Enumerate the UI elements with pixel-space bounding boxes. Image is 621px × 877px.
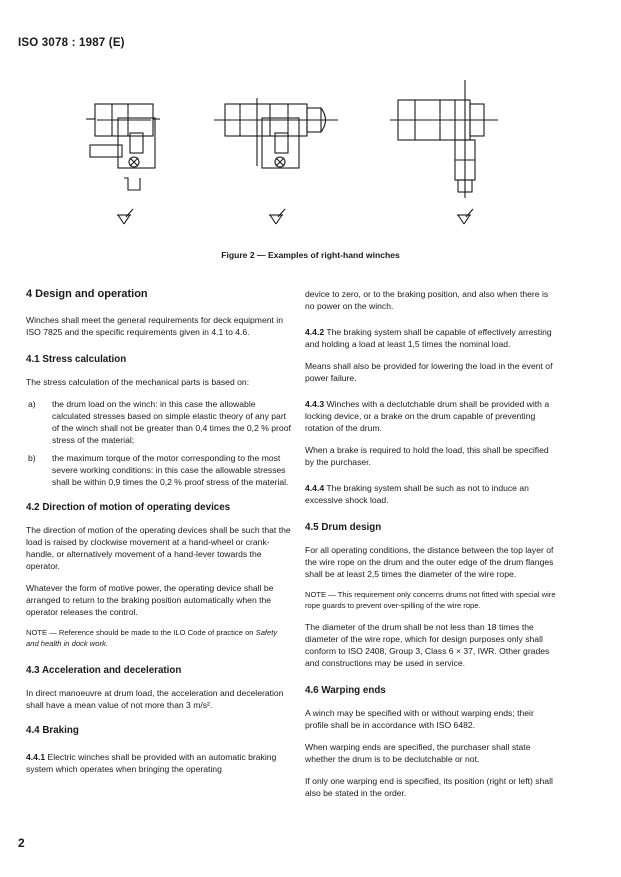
page-number: 2 [18, 836, 25, 850]
section-4-4-3-paragraph-2: When a brake is required to hold the load, this shall be specified by the purchaser. [305, 445, 549, 467]
list-item-b [26, 452, 291, 488]
section-4-3-title: 4.3 Acceleration and deceleration [26, 665, 182, 676]
section-4-4-2-paragraph [305, 326, 557, 350]
section-4-4-1-paragraph [26, 751, 291, 775]
section-4-2-paragraph-1: The direction of motion of the operating devices shall be such that the load is raised by clockwise movement at a hand-wheel or crank-handle, or alternatively movement of a hand-lever towards the operator. [26, 525, 291, 571]
section-4-paragraph: Winches shall meet the general requirements for deck equipment in ISO 7825 and the specific requirements given in 4.1 to 4.6. [26, 315, 283, 337]
continued-paragraph: device to zero, or to the braking position, and also when there is no power on the winch. [305, 289, 549, 311]
section-4-4-2-text: The braking system shall be capable of effectively arresting and holding a load at least 1,5 times the nominal load. [305, 327, 552, 349]
section-4-6-paragraph-2: When warping ends are specified, the purchaser shall state whether the drum is to be declutchable or not. [305, 742, 531, 764]
winch-figure [0, 0, 621, 250]
section-4-2-title: 4.2 Direction of motion of operating devices [26, 502, 231, 513]
section-4-5-note: NOTE — This requirement only concerns drums not fitted with special wire rope guards to prevent over-spilling of the wire rope. [305, 590, 556, 610]
right-column [305, 288, 557, 809]
section-4-5-paragraph-1: For all operating conditions, the distance between the top layer of the wire rope on the drum and the outer edge of the drum flanges shall be at least 2,5 times the diameter of the wire rope. [305, 545, 554, 579]
section-4-6-paragraph-3: If only one warping end is specified, its position (right or left) shall also be stated in the order. [305, 776, 553, 798]
section-4-6-title: 4.6 Warping ends [305, 685, 386, 696]
section-4-2-paragraph-2: Whatever the form of motive power, the operating device shall be arranged to return to the braking position automatically when the operator releases the control. [26, 583, 274, 617]
section-4-4-4-number: 4.4.4 [305, 483, 325, 493]
winch-drawing-2 [214, 98, 338, 224]
list-item-a-label: a) [28, 399, 36, 409]
section-4-4-title: 4.4 Braking [26, 725, 79, 736]
section-4-4-3-text: Winches with a declutchable drum shall be provided with a locking device, or a brake on the drum capable of preventing rotation of the drum. [305, 399, 550, 433]
list-item-b-text: the maximum torque of the motor corresponding to the most severe working conditions: in this case the allowable stresses shall be within 0,9 times the 0,2 % proof stress of the material. [52, 453, 289, 487]
section-4-1-paragraph: The stress calculation of the mechanical parts is based on: [26, 377, 250, 387]
winch-drawing-3 [390, 80, 498, 224]
note-italic-title: Safety and health in dock work. [26, 628, 278, 648]
section-4-1-title: 4.1 Stress calculation [26, 354, 127, 365]
section-4-2-note [26, 628, 291, 649]
section-4-5-title: 4.5 Drum design [305, 522, 382, 533]
section-4-4-1-text: Electric winches shall be provided with an automatic braking system which operates when bringing the operating [26, 752, 277, 774]
figure-caption: Figure 2 — Examples of right-hand winches [221, 250, 400, 260]
section-4-title: 4 Design and operation [26, 288, 148, 300]
section-4-6-paragraph-1: A winch may be specified with or without warping ends; their profile shall be in accordance with ISO 6482. [305, 708, 534, 730]
note-prefix: NOTE — Reference should be made to the ILO Code of practice on [26, 628, 254, 637]
section-4-4-1-number: 4.4.1 [26, 752, 46, 762]
winch-drawing-1 [86, 104, 160, 224]
document-header: ISO 3078 : 1987 (E) [18, 37, 125, 49]
section-4-4-2-paragraph-2: Means shall also be provided for lowering the load in the event of power failure. [305, 361, 553, 383]
section-4-4-2-number: 4.4.2 [305, 327, 325, 337]
list-item-b-label: b) [28, 453, 36, 463]
list-item-a [26, 398, 291, 446]
left-column [26, 288, 291, 785]
section-4-3-paragraph: In direct manoeuvre at drum load, the acceleration and deceleration shall have a mean value of not more than 3 m/s². [26, 688, 284, 710]
section-4-4-4-text: The braking system shall be such as not to induce an excessive shock load. [305, 483, 529, 505]
list-item-a-text: the drum load on the winch: in this case the allowable calculated stresses based on simple elastic theory of any part of the winch shall not be greater than 0,4 times the 0,2 % proof stress of the material; [52, 399, 291, 445]
section-4-4-3-paragraph [305, 398, 557, 434]
section-4-4-4-paragraph [305, 482, 557, 506]
section-4-4-3-number: 4.4.3 [305, 399, 325, 409]
section-4-5-paragraph-2: The diameter of the drum shall be not less than 18 times the diameter of the wire rope, which for design purposes only shall conform to ISO 2408, Group 3, Class 6 × 37, IWR. Other grades and constructions may be used in service. [305, 622, 550, 668]
